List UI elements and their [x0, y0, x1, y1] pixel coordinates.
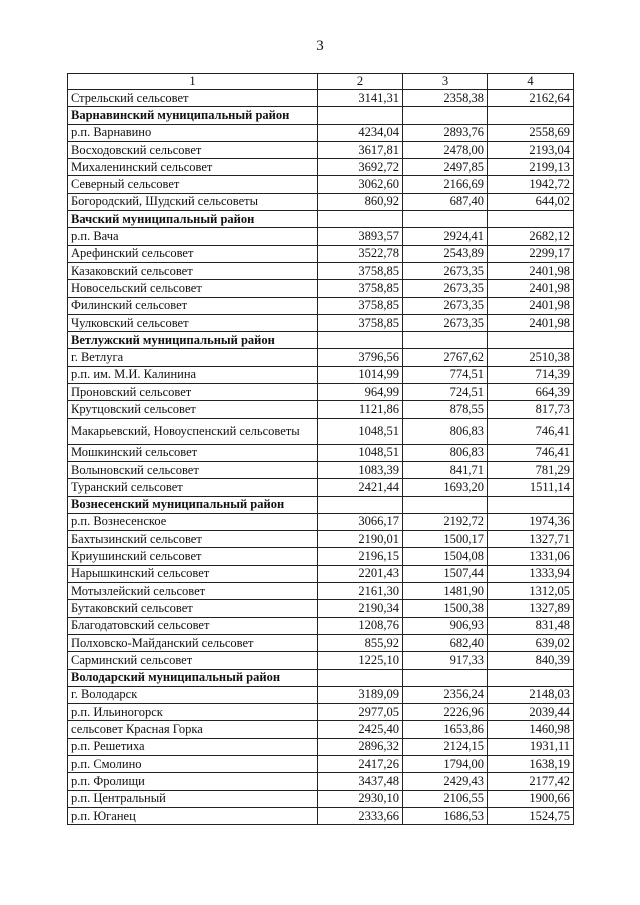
table-row — [68, 262, 574, 279]
value-col-4: 2510,38 — [488, 349, 574, 366]
value-col-3: 774,51 — [403, 366, 488, 383]
settlement-name: р.п. им. М.И. Калинина — [68, 366, 318, 383]
column-header-row — [68, 74, 574, 90]
settlement-name: Благодатовский сельсовет — [68, 617, 318, 634]
value-col-3: 2226,96 — [403, 704, 488, 721]
value-col-4: 1460,98 — [488, 721, 574, 738]
table-row — [68, 349, 574, 366]
value-col-4: 2401,98 — [488, 262, 574, 279]
value-col-3: 2673,35 — [403, 280, 488, 297]
value-col-3 — [403, 211, 488, 228]
value-col-4: 1900,66 — [488, 790, 574, 807]
table-row — [68, 617, 574, 634]
value-col-2 — [318, 332, 403, 349]
value-col-4 — [488, 669, 574, 686]
table-row — [68, 124, 574, 141]
settlement-name: р.п. Ильиногорск — [68, 704, 318, 721]
value-col-2: 3692,72 — [318, 159, 403, 176]
value-col-2: 1014,99 — [318, 366, 403, 383]
settlement-name: Макарьевский, Новоуспенский сельсоветы — [68, 418, 318, 444]
settlement-name: Мошкинский сельсовет — [68, 444, 318, 461]
table-row — [68, 600, 574, 617]
value-col-3: 2106,55 — [403, 790, 488, 807]
settlement-name: р.п. Центральный — [68, 790, 318, 807]
table-row — [68, 245, 574, 262]
tariff-table — [67, 73, 574, 825]
value-col-3 — [403, 669, 488, 686]
value-col-3: 2893,76 — [403, 124, 488, 141]
district-header-row — [68, 211, 574, 228]
settlement-name: г. Володарск — [68, 686, 318, 703]
value-col-3: 2356,24 — [403, 686, 488, 703]
value-col-4 — [488, 211, 574, 228]
value-col-4: 1511,14 — [488, 479, 574, 496]
settlement-name: сельсовет Красная Горка — [68, 721, 318, 738]
value-col-2: 2190,01 — [318, 531, 403, 548]
value-col-3 — [403, 332, 488, 349]
value-col-3: 1481,90 — [403, 583, 488, 600]
settlement-name: р.п. Смолино — [68, 755, 318, 772]
value-col-2: 3796,56 — [318, 349, 403, 366]
table-row — [68, 314, 574, 331]
value-col-2: 1208,76 — [318, 617, 403, 634]
value-col-2: 2930,10 — [318, 790, 403, 807]
column-header-3: 3 — [403, 74, 488, 90]
value-col-3: 1686,53 — [403, 807, 488, 824]
settlement-name: г. Ветлуга — [68, 349, 318, 366]
value-col-3: 2673,35 — [403, 262, 488, 279]
table-row — [68, 634, 574, 651]
table-row — [68, 583, 574, 600]
value-col-4 — [488, 332, 574, 349]
settlement-name: Нарышкинский сельсовет — [68, 565, 318, 582]
value-col-2: 1048,51 — [318, 418, 403, 444]
table-row — [68, 773, 574, 790]
value-col-4: 1942,72 — [488, 176, 574, 193]
value-col-4: 2401,98 — [488, 314, 574, 331]
value-col-4: 644,02 — [488, 193, 574, 210]
value-col-4: 2148,03 — [488, 686, 574, 703]
settlement-name: Бахтызинский сельсовет — [68, 531, 318, 548]
value-col-3: 687,40 — [403, 193, 488, 210]
table-row — [68, 159, 574, 176]
value-col-2 — [318, 669, 403, 686]
value-col-3: 806,83 — [403, 418, 488, 444]
value-col-3 — [403, 107, 488, 124]
table-row — [68, 513, 574, 530]
value-col-2: 3758,85 — [318, 314, 403, 331]
value-col-3: 2673,35 — [403, 297, 488, 314]
district-header-row — [68, 669, 574, 686]
value-col-3: 2166,69 — [403, 176, 488, 193]
value-col-2: 3758,85 — [318, 280, 403, 297]
value-col-4: 2162,64 — [488, 90, 574, 107]
table-row — [68, 721, 574, 738]
value-col-4: 639,02 — [488, 634, 574, 651]
settlement-name: р.п. Вача — [68, 228, 318, 245]
value-col-4: 2193,04 — [488, 141, 574, 158]
table-row — [68, 704, 574, 721]
value-col-2 — [318, 496, 403, 513]
value-col-3: 2429,43 — [403, 773, 488, 790]
value-col-3: 2478,00 — [403, 141, 488, 158]
value-col-3: 806,83 — [403, 444, 488, 461]
value-col-4: 1327,89 — [488, 600, 574, 617]
value-col-3: 1653,86 — [403, 721, 488, 738]
value-col-3: 2124,15 — [403, 738, 488, 755]
table-row — [68, 738, 574, 755]
value-col-2: 855,92 — [318, 634, 403, 651]
settlement-name: Михаленинский сельсовет — [68, 159, 318, 176]
value-col-4: 1331,06 — [488, 548, 574, 565]
value-col-4: 1327,71 — [488, 531, 574, 548]
settlement-name: Стрельский сельсовет — [68, 90, 318, 107]
table-row — [68, 228, 574, 245]
value-col-3: 1504,08 — [403, 548, 488, 565]
value-col-4 — [488, 496, 574, 513]
column-header-4: 4 — [488, 74, 574, 90]
value-col-4: 1524,75 — [488, 807, 574, 824]
settlement-name: Крутцовский сельсовет — [68, 401, 318, 418]
value-col-4: 1974,36 — [488, 513, 574, 530]
value-col-2: 3758,85 — [318, 297, 403, 314]
table-row — [68, 807, 574, 824]
value-col-2 — [318, 107, 403, 124]
value-col-4: 2558,69 — [488, 124, 574, 141]
table-row — [68, 297, 574, 314]
value-col-2: 2977,05 — [318, 704, 403, 721]
table-row — [68, 531, 574, 548]
value-col-3: 1500,38 — [403, 600, 488, 617]
table-row — [68, 479, 574, 496]
value-col-3 — [403, 496, 488, 513]
district-name: Володарский муниципальный район — [68, 669, 318, 686]
table-row — [68, 384, 574, 401]
value-col-3: 682,40 — [403, 634, 488, 651]
value-col-2: 1121,86 — [318, 401, 403, 418]
settlement-name: Новосельский сельсовет — [68, 280, 318, 297]
value-col-3: 2497,85 — [403, 159, 488, 176]
value-col-4: 746,41 — [488, 418, 574, 444]
value-col-4: 2682,12 — [488, 228, 574, 245]
table-row — [68, 652, 574, 669]
district-header-row — [68, 332, 574, 349]
district-name: Вознесенский муниципальный район — [68, 496, 318, 513]
settlement-name: Северный сельсовет — [68, 176, 318, 193]
value-col-2: 1225,10 — [318, 652, 403, 669]
value-col-4 — [488, 107, 574, 124]
table-row — [68, 444, 574, 461]
settlement-name: Казаковский сельсовет — [68, 262, 318, 279]
value-col-3: 2767,62 — [403, 349, 488, 366]
settlement-name: р.п. Юганец — [68, 807, 318, 824]
table-row — [68, 193, 574, 210]
value-col-3: 1794,00 — [403, 755, 488, 772]
value-col-2: 2190,34 — [318, 600, 403, 617]
page-number: 3 — [316, 38, 324, 54]
value-col-3: 917,33 — [403, 652, 488, 669]
settlement-name: Бутаковский сельсовет — [68, 600, 318, 617]
value-col-4: 1333,94 — [488, 565, 574, 582]
value-col-3: 2543,89 — [403, 245, 488, 262]
value-col-2: 2425,40 — [318, 721, 403, 738]
value-col-4: 2177,42 — [488, 773, 574, 790]
settlement-name: Филинский сельсовет — [68, 297, 318, 314]
table-row — [68, 755, 574, 772]
value-col-2: 2417,26 — [318, 755, 403, 772]
settlement-name: Полховско-Майданский сельсовет — [68, 634, 318, 651]
district-name: Вачский муниципальный район — [68, 211, 318, 228]
column-header-1: 1 — [68, 74, 318, 90]
value-col-4: 2401,98 — [488, 297, 574, 314]
value-col-3: 1500,17 — [403, 531, 488, 548]
value-col-2: 3062,60 — [318, 176, 403, 193]
settlement-name: Чулковский сельсовет — [68, 314, 318, 331]
value-col-4: 781,29 — [488, 461, 574, 478]
settlement-name: Криушинский сельсовет — [68, 548, 318, 565]
value-col-2: 1048,51 — [318, 444, 403, 461]
value-col-2: 3437,48 — [318, 773, 403, 790]
table-row — [68, 280, 574, 297]
table-row — [68, 461, 574, 478]
value-col-3: 841,71 — [403, 461, 488, 478]
column-header-2: 2 — [318, 74, 403, 90]
value-col-3: 878,55 — [403, 401, 488, 418]
value-col-2: 3189,09 — [318, 686, 403, 703]
district-name: Варнавинский муниципальный район — [68, 107, 318, 124]
table-row — [68, 686, 574, 703]
value-col-3: 1693,20 — [403, 479, 488, 496]
table-row — [68, 141, 574, 158]
settlement-name: р.п. Решетиха — [68, 738, 318, 755]
district-header-row — [68, 496, 574, 513]
settlement-name: р.п. Варнавино — [68, 124, 318, 141]
value-col-2: 2896,32 — [318, 738, 403, 755]
settlement-name: р.п. Фролищи — [68, 773, 318, 790]
value-col-2: 2161,30 — [318, 583, 403, 600]
settlement-name: Восходовский сельсовет — [68, 141, 318, 158]
settlement-name: Волыновский сельсовет — [68, 461, 318, 478]
value-col-2: 3066,17 — [318, 513, 403, 530]
value-col-2: 1083,39 — [318, 461, 403, 478]
value-col-4: 1931,11 — [488, 738, 574, 755]
settlement-name: Туранский сельсовет — [68, 479, 318, 496]
table-row — [68, 90, 574, 107]
value-col-2: 2201,43 — [318, 565, 403, 582]
settlement-name: Проновский сельсовет — [68, 384, 318, 401]
value-col-3: 724,51 — [403, 384, 488, 401]
table-row — [68, 366, 574, 383]
table-row — [68, 565, 574, 582]
value-col-2: 2196,15 — [318, 548, 403, 565]
value-col-3: 906,93 — [403, 617, 488, 634]
value-col-2: 964,99 — [318, 384, 403, 401]
value-col-2: 4234,04 — [318, 124, 403, 141]
settlement-name: Богородский, Шудский сельсоветы — [68, 193, 318, 210]
value-col-3: 2924,41 — [403, 228, 488, 245]
value-col-4: 840,39 — [488, 652, 574, 669]
value-col-4: 664,39 — [488, 384, 574, 401]
value-col-4: 1638,19 — [488, 755, 574, 772]
value-col-2: 3522,78 — [318, 245, 403, 262]
settlement-name: р.п. Вознесенское — [68, 513, 318, 530]
value-col-2: 2333,66 — [318, 807, 403, 824]
value-col-4: 831,48 — [488, 617, 574, 634]
table-row — [68, 790, 574, 807]
value-col-4: 2299,17 — [488, 245, 574, 262]
table-row — [68, 176, 574, 193]
table-row — [68, 418, 574, 444]
value-col-2: 3893,57 — [318, 228, 403, 245]
value-col-4: 746,41 — [488, 444, 574, 461]
value-col-2: 3617,81 — [318, 141, 403, 158]
value-col-4: 1312,05 — [488, 583, 574, 600]
value-col-2: 2421,44 — [318, 479, 403, 496]
table-row — [68, 401, 574, 418]
value-col-3: 2358,38 — [403, 90, 488, 107]
value-col-3: 2192,72 — [403, 513, 488, 530]
district-name: Ветлужский муниципальный район — [68, 332, 318, 349]
value-col-4: 2199,13 — [488, 159, 574, 176]
value-col-2: 3141,31 — [318, 90, 403, 107]
settlement-name: Мотызлейский сельсовет — [68, 583, 318, 600]
settlement-name: Арефинский сельсовет — [68, 245, 318, 262]
value-col-4: 2039,44 — [488, 704, 574, 721]
value-col-3: 2673,35 — [403, 314, 488, 331]
value-col-4: 817,73 — [488, 401, 574, 418]
table-row — [68, 548, 574, 565]
district-header-row — [68, 107, 574, 124]
value-col-2: 3758,85 — [318, 262, 403, 279]
value-col-2: 860,92 — [318, 193, 403, 210]
value-col-4: 714,39 — [488, 366, 574, 383]
value-col-3: 1507,44 — [403, 565, 488, 582]
value-col-4: 2401,98 — [488, 280, 574, 297]
settlement-name: Сарминский сельсовет — [68, 652, 318, 669]
value-col-2 — [318, 211, 403, 228]
